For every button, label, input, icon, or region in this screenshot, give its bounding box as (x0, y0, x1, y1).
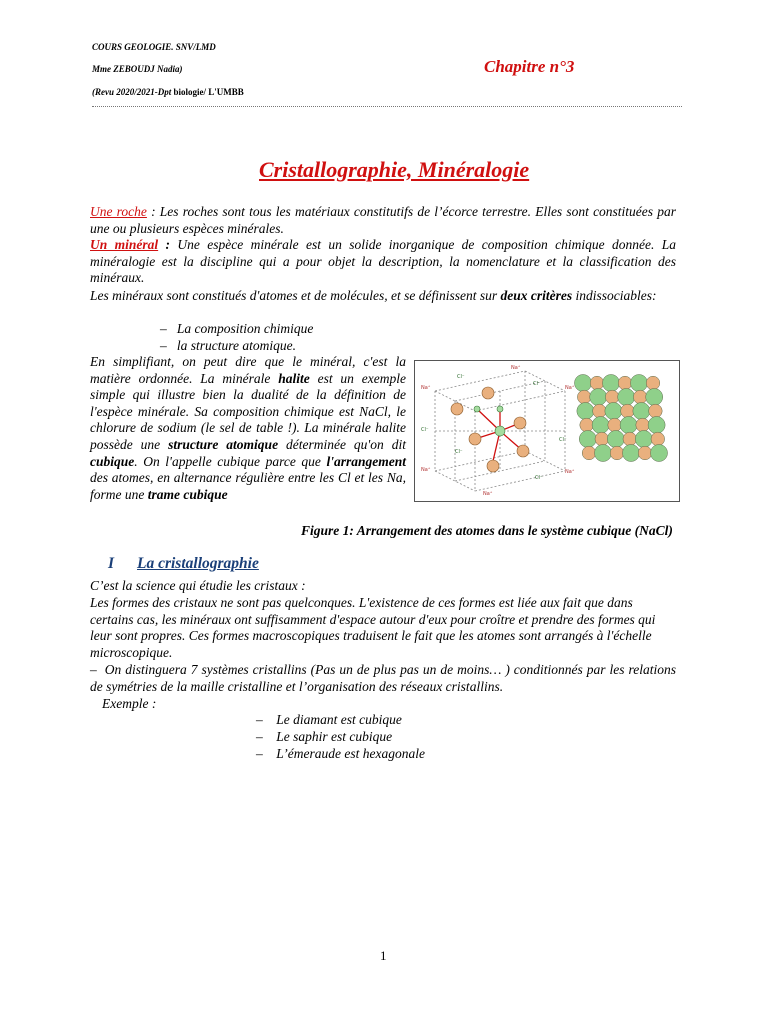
course-label: COURS GEOLOGIE. SNV/LMD (92, 42, 216, 52)
svg-text:Na⁺: Na⁺ (565, 469, 575, 475)
packing-sphere (592, 417, 609, 434)
packing-sphere (638, 446, 652, 460)
packing-sphere (646, 376, 660, 390)
figure-caption: Figure 1: Arrangement des atomes dans le système cubique (NaCl) (301, 523, 673, 538)
packing-sphere (590, 389, 607, 406)
svg-text:Cl⁻: Cl⁻ (533, 381, 541, 387)
packing-sphere (577, 390, 591, 404)
packing-sphere (603, 375, 620, 392)
svg-text:Na⁺: Na⁺ (483, 491, 493, 497)
mineral-term: Un minéral (90, 237, 159, 252)
roche-term: Une roche (90, 204, 147, 219)
section-paragraph: Les formes des cristaux ne sont pas quelconques. L'existence de ces formes est liée aux fait que dans certains cas, les minéraux ont suffisamment d'espace autour d'eux pour croître et prendre des formes qui leur sont propres. Ces formes macroscopiques traduisent le fait que les atomes sont arrangés à l'échelle microscopique. (90, 595, 656, 660)
example-item: – Le saphir est cubique (256, 729, 393, 744)
example-item: – Le diamant est cubique (256, 712, 402, 727)
packing-sphere (649, 404, 663, 418)
header-divider (92, 106, 682, 107)
packing-sphere (582, 446, 596, 460)
packing-sphere (580, 418, 594, 432)
packing-sphere (595, 445, 612, 462)
packing-sphere (651, 445, 668, 462)
example-label: Exemple : (102, 696, 157, 711)
svg-text:Na⁺: Na⁺ (421, 467, 431, 473)
svg-text:Cl⁻: Cl⁻ (535, 475, 543, 481)
svg-text:Cl⁻: Cl⁻ (455, 449, 463, 455)
section-title: La cristallographie (137, 555, 259, 572)
packing-sphere (618, 389, 635, 406)
svg-text:Cl⁻: Cl⁻ (421, 427, 429, 433)
packing-sphere (595, 432, 609, 446)
packing-sphere (620, 417, 637, 434)
chapter-label: Chapitre n°3 (484, 57, 575, 76)
svg-text:Cl⁻: Cl⁻ (457, 374, 465, 380)
packing-sphere (590, 376, 604, 390)
packing-sphere (575, 375, 592, 392)
packing-sphere (608, 418, 622, 432)
page-title: Cristallographie, Minéralogie (259, 157, 530, 182)
section-number: I (108, 555, 115, 572)
svg-text:Na⁺: Na⁺ (565, 385, 575, 391)
nacl-lattice-diagram (415, 361, 679, 501)
revision-label: (Revu 2020/2021-Dpt biologie/ L'UMBB (92, 87, 244, 97)
example-item: – L’émeraude est hexagonale (256, 746, 425, 761)
criteria-item: – la structure atomique. (160, 338, 296, 353)
packing-sphere (631, 375, 648, 392)
packing-sphere (577, 403, 594, 420)
packing-sphere (646, 389, 663, 406)
packing-sphere (651, 432, 665, 446)
author-label: Mme ZEBOUDJ Nadia) (92, 64, 183, 74)
packing-sphere (635, 431, 652, 448)
packing-sphere (623, 445, 640, 462)
halite-paragraph: En simplifiant, on peut dire que le minéral, c'est la matière ordonnée. La minérale halite est un exemple simple qui illustre bien la dualité de la définition de l'espèce minérale. Sa composition chimique est NaCl, le chlorure de sodium (le sel de table !). La minérale halite possède une structure atomique déterminée qu'on dit cubique. On l'appelle cubique parce que l'arrangement des atomes, en alternance régulière entre les Cl et les Na, forme une trame cubique (90, 354, 406, 502)
svg-text:Cl⁻: Cl⁻ (559, 437, 567, 443)
roche-definition: Une roche : Les roches sont tous les matériaux constitutifs de l’écorce terrestre. Elles sont constituées par une ou plusieurs espèces minérales. (90, 204, 676, 236)
packing-sphere (607, 431, 624, 448)
packing-sphere (633, 390, 647, 404)
packing-sphere (579, 431, 596, 448)
svg-text:Na⁺: Na⁺ (421, 385, 431, 391)
packing-sphere (633, 403, 650, 420)
packing-sphere (618, 376, 632, 390)
criteria-paragraph: Les minéraux sont constitués d'atomes et de molécules, et se définissent sur deux critères indissociables: (90, 288, 657, 303)
packing-sphere (610, 446, 624, 460)
packing-sphere (648, 417, 665, 434)
packing-sphere (605, 390, 619, 404)
mineral-definition: Un minéral : Une espèce minérale est un solide inorganique de composition chimique donnée. La minéralogie est la discipline qui a pour objet la description, la nomenclature et la classification des minéraux. (90, 237, 677, 286)
packing-sphere (636, 418, 650, 432)
packing-sphere (623, 432, 637, 446)
svg-text:Na⁺: Na⁺ (511, 365, 521, 371)
sphere-packing-model (575, 375, 668, 462)
page-number: 1 (380, 948, 387, 963)
criteria-item: – La composition chimique (160, 321, 314, 336)
packing-sphere (605, 403, 622, 420)
nacl-figure (414, 360, 680, 502)
packing-sphere (593, 404, 607, 418)
systems-paragraph: – On distinguera 7 systèmes cristallins (Pas un de plus pas un de moins… ) conditionnés par les relations de symétries de la maille cristalline et l’organisation des réseaux cristallins. (90, 662, 676, 694)
section-intro: C’est la science qui étudie les cristaux : (90, 578, 306, 593)
packing-sphere (621, 404, 635, 418)
